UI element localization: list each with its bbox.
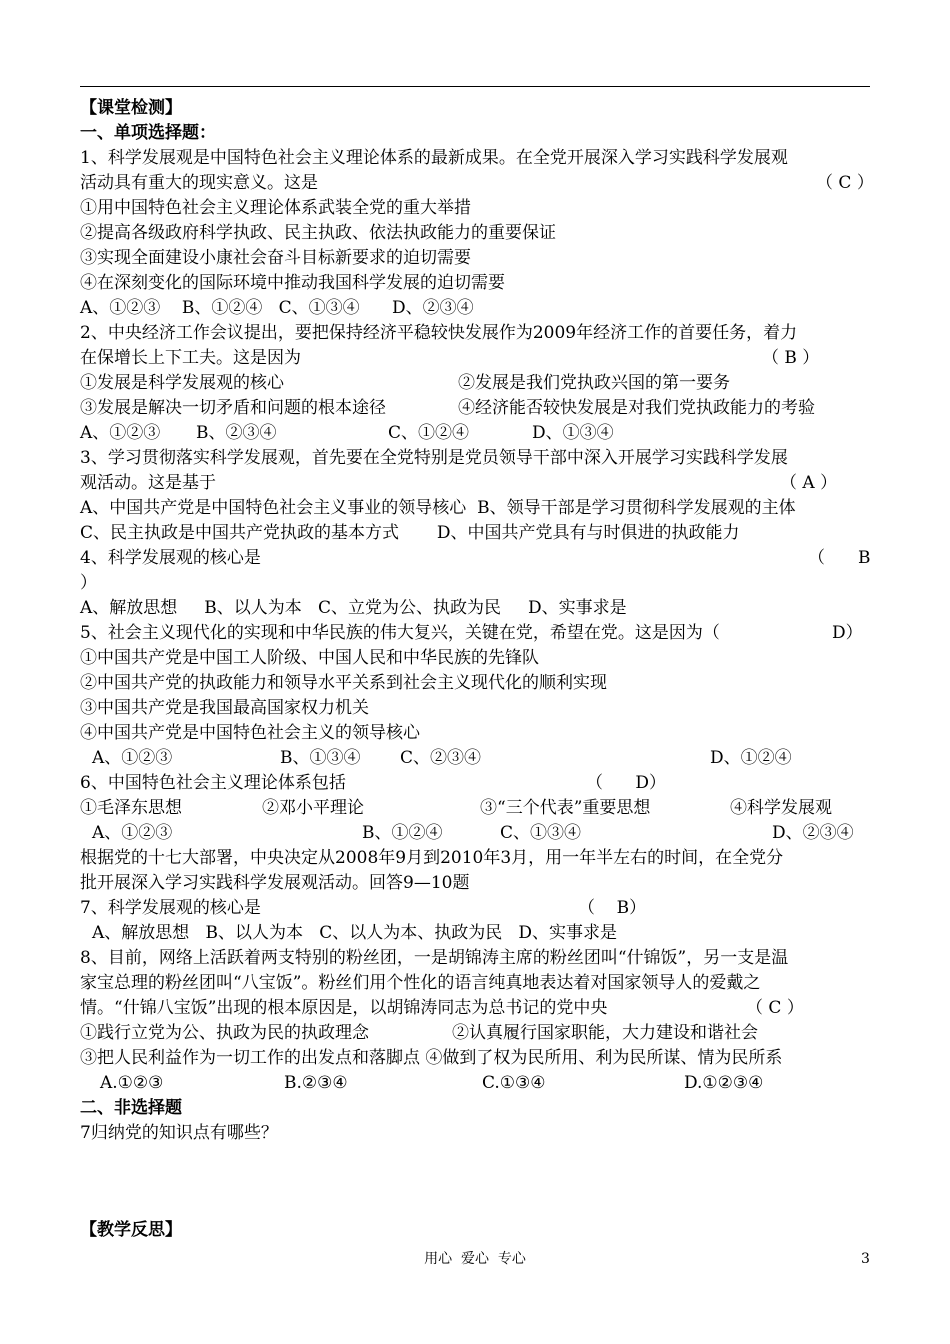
q1-item: ④在深刻变化的国际环境中推动我国科学发展的迫切需要: [80, 273, 505, 293]
q8-items-row: ③把人民利益作为一切工作的出发点和落脚点 ④做到了权为民所用、利为民所谋、情为民所系: [80, 1048, 783, 1068]
q4-answer-letter: B: [858, 548, 871, 568]
q6-option: A、①②③: [92, 823, 173, 843]
q2-option: A、①②③: [80, 423, 161, 443]
q6-stem: [80, 771, 870, 795]
q2-stem-line1: 2、中央经济工作会议提出，要把保持经济平稳较快发展作为2009年经济工作的首要任务，着力: [80, 323, 798, 343]
q5-option: A、①②③: [92, 748, 173, 768]
section-title: 【课堂检测】: [80, 98, 182, 118]
q7-stem-text: 7、科学发展观的核心是: [80, 898, 261, 918]
header-rule: [80, 86, 870, 87]
q5-item: ④中国共产党是中国特色社会主义的领导核心: [80, 723, 420, 743]
q5-item: ③中国共产党是我国最高国家权力机关: [80, 698, 369, 718]
q4-options: A、解放思想 B、以人为本 C、立党为公、执政为民 D、实事求是: [80, 598, 627, 618]
q1-item: ①用中国特色社会主义理论体系武装全党的重大举措: [80, 198, 471, 218]
q1-options: A、①②③ B、①②④ C、①③④ D、②③④: [80, 298, 474, 318]
page-number: 3: [861, 1251, 870, 1267]
q8-stem-line3: [80, 996, 870, 1020]
intro-line1: 根据党的十七大部署，中央决定从2008年9月到2010年3月，用一年半左右的时间，在全党分: [80, 848, 784, 868]
part2-question: 7归纳党的知识点有哪些？: [80, 1123, 278, 1143]
q4-stem: [80, 546, 870, 570]
q8-option: B.②③④: [284, 1073, 348, 1093]
q8-stem-line1: 8、目前，网络上活跃着两支特别的粉丝团，一是胡锦涛主席的粉丝团叫“什锦饭”，另一支是温: [80, 948, 789, 968]
q3-stem-line2: [80, 471, 870, 495]
q1-answer: （ C ）: [816, 173, 874, 193]
q2-option: C、①②④: [388, 423, 470, 443]
q3-options-row: C、民主执政是中国共产党执政的基本方式 D、中国共产党具有与时俱进的执政能力: [80, 523, 740, 543]
q1-stem-line2: [80, 171, 874, 195]
q1-stem-text: 活动具有重大的现实意义。这是: [80, 173, 318, 193]
q8-option: D.①②③④: [684, 1073, 764, 1093]
q8-item: ②认真履行国家职能，大力建设和谐社会: [452, 1023, 758, 1043]
q2-stem-text: 在保增长上下工夫。这是因为: [80, 348, 301, 368]
q8-item: ①践行立党为公、执政为民的执政理念: [80, 1023, 369, 1043]
q3-answer: （ A ）: [780, 473, 838, 493]
intro-line2: 批开展深入学习实践科学发展观活动。回答9—10题: [80, 873, 470, 893]
q6-stem-text: 6、中国特色社会主义理论体系包括: [80, 773, 346, 793]
q4-answer-open: （: [808, 548, 825, 568]
q8-items-row: [80, 1021, 870, 1045]
q2-stem-line2: [80, 346, 870, 370]
q1-item: ③实现全面建设小康社会奋斗目标新要求的迫切需要: [80, 248, 471, 268]
q6-item: ④科学发展观: [730, 798, 832, 818]
q6-option: D、②③④: [772, 823, 854, 843]
q2-item: ③发展是解决一切矛盾和问题的根本途径: [80, 398, 386, 418]
q6-option: B、①②④: [362, 823, 443, 843]
q5-option: D、①②④: [710, 748, 792, 768]
q1-stem-line1: 1、科学发展观是中国特色社会主义理论体系的最新成果。在全党开展深入学习实践科学发展观: [80, 148, 788, 168]
q6-item: ③“三个代表”重要思想: [480, 798, 651, 818]
q3-stem-text: 观活动。这是基于: [80, 473, 216, 493]
q2-item: ①发展是科学发展观的核心: [80, 373, 284, 393]
q7-stem: [80, 896, 870, 920]
footer-text: 用心 爱心 专心: [424, 1251, 526, 1267]
q7-options: A、解放思想 B、以人为本 C、以人为本、执政为民 D、实事求是: [92, 923, 618, 943]
q5-option: C、②③④: [400, 748, 482, 768]
q3-stem-line1: 3、学习贯彻落实科学发展观，首先要在全党特别是党员领导干部中深入开展学习实践科学发展: [80, 448, 788, 468]
q6-item: ①毛泽东思想: [80, 798, 182, 818]
q2-items-row: [80, 371, 870, 395]
q5-option: B、①③④: [280, 748, 361, 768]
q8-option: C.①③④: [482, 1073, 546, 1093]
q4-answer-close: ）: [80, 573, 97, 593]
q5-stem-text: 5、社会主义现代化的实现和中华民族的伟大复兴，关键在党，希望在党。这是因为（: [80, 623, 720, 643]
q2-item: ④经济能否较快发展是对我们党执政能力的考验: [458, 398, 815, 418]
q3-options-row: A、中国共产党是中国特色社会主义事业的领导核心 B、领导干部是学习贯彻科学发展观的主体: [80, 498, 796, 518]
q2-option: B、②③④: [196, 423, 277, 443]
q4-stem-text: 4、科学发展观的核心是: [80, 548, 261, 568]
part1-title: 一、单项选择题：: [80, 123, 216, 143]
q5-answer: D）: [832, 623, 863, 643]
q2-items-row: [80, 396, 870, 420]
q8-option: A.①②③: [100, 1073, 164, 1093]
q6-answer: （ D）: [586, 773, 667, 793]
q8-stem-text: 情。“什锦八宝饭”出现的根本原因是，以胡锦涛同志为总书记的党中央: [80, 998, 608, 1018]
q7-answer: （ B）: [578, 898, 647, 918]
q5-item: ②中国共产党的执政能力和领导水平关系到社会主义现代化的顺利实现: [80, 673, 607, 693]
q2-answer: （ B ）: [762, 348, 820, 368]
q5-item: ①中国共产党是中国工人阶级、中国人民和中华民族的先锋队: [80, 648, 539, 668]
q8-answer: （ C ）: [746, 998, 804, 1018]
q8-stem-line2: 家宝总理的粉丝团叫“八宝饭”。粉丝们用个性化的语言纯真地表达着对国家领导人的爱戴之: [80, 973, 761, 993]
q5-stem: [80, 621, 870, 645]
q6-item: ②邓小平理论: [262, 798, 364, 818]
q6-option: C、①③④: [500, 823, 582, 843]
reflection-title: 【教学反思】: [80, 1220, 182, 1240]
q2-option: D、①③④: [532, 423, 614, 443]
q1-item: ②提高各级政府科学执政、民主执政、依法执政能力的重要保证: [80, 223, 556, 243]
part2-title: 二、非选择题: [80, 1098, 182, 1118]
q2-item: ②发展是我们党执政兴国的第一要务: [458, 373, 730, 393]
